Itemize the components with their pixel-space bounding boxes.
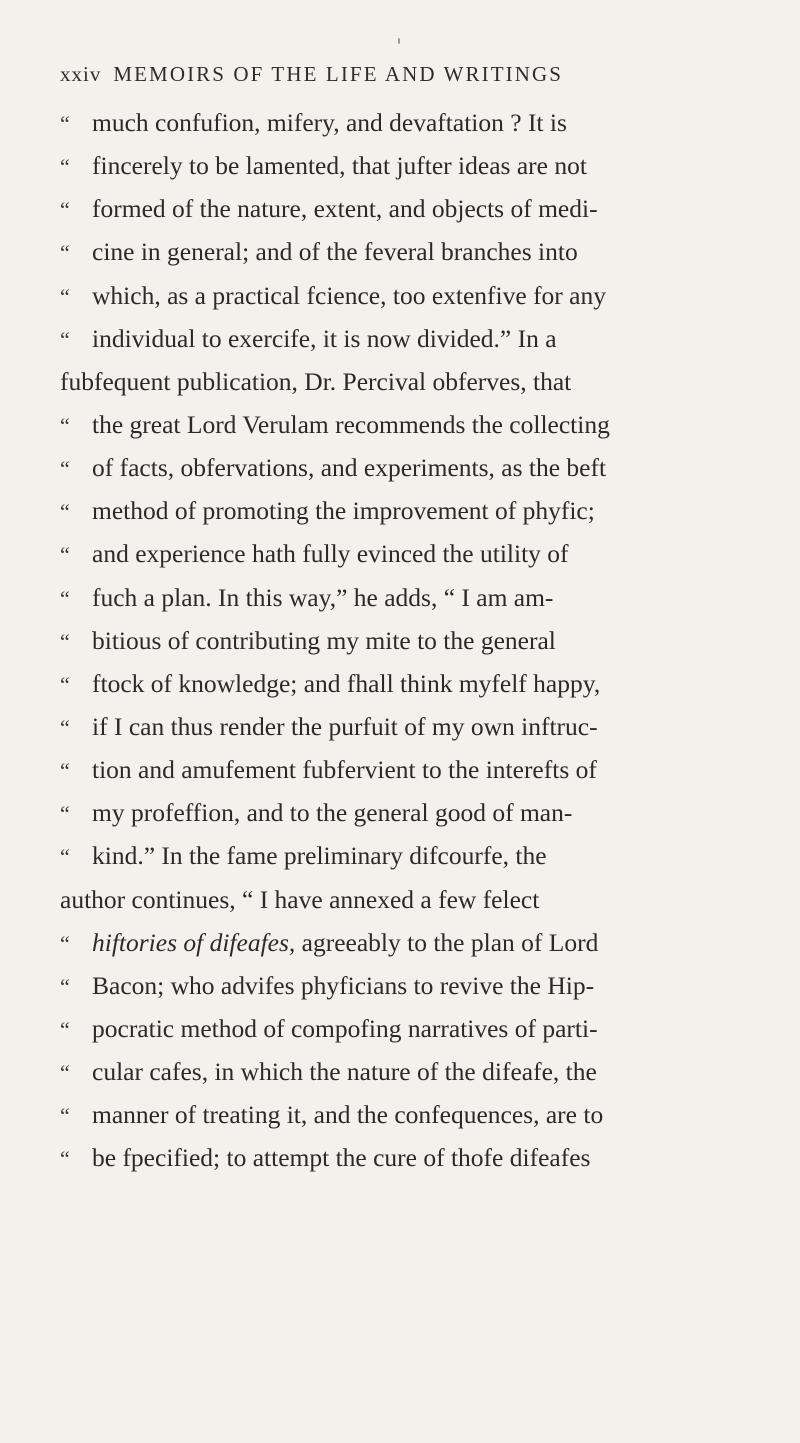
quote-mark: “ xyxy=(60,801,70,827)
line-text: of facts, obfervations, and experiments, as the beft xyxy=(92,453,607,483)
line-text: and experience hath fully evinced the utility of xyxy=(92,539,569,569)
quote-mark: “ xyxy=(60,714,70,740)
line-text: Bacon; who advifes phyficians to revive the Hip- xyxy=(92,970,595,1000)
text-line xyxy=(60,1007,760,1050)
line-text: fubfequent publication, Dr. Percival obferves, that xyxy=(60,366,572,396)
text-line xyxy=(60,446,760,489)
quote-mark: “ xyxy=(60,930,70,956)
quote-mark: “ xyxy=(60,628,70,654)
quote-mark: “ xyxy=(60,283,70,309)
line-text: individual to exercife, it is now divided.” In a xyxy=(92,323,557,353)
running-head xyxy=(60,62,750,87)
quote-mark: “ xyxy=(60,1016,70,1042)
text-line xyxy=(60,834,760,877)
text-line xyxy=(60,230,760,273)
line-text: method of promoting the improvement of phyfic; xyxy=(92,496,595,526)
text-line xyxy=(60,317,760,360)
text-line xyxy=(60,964,760,1007)
quote-mark: “ xyxy=(60,412,70,438)
text-line xyxy=(60,791,760,834)
quote-mark: “ xyxy=(60,456,70,482)
line-text: pocratic method of compofing narratives of parti- xyxy=(92,1013,598,1043)
line-text: kind.” In the fame preliminary difcourfe, the xyxy=(92,841,547,871)
text-line xyxy=(60,662,760,705)
line-text: my profeffion, and to the general good of man- xyxy=(92,798,573,828)
text-line xyxy=(60,101,760,144)
quote-mark: “ xyxy=(60,240,70,266)
line-text: cular cafes, in which the nature of the difeafe, the xyxy=(92,1057,597,1087)
line-text: if I can thus render the purfuit of my own inftruc- xyxy=(92,711,598,741)
text-line xyxy=(60,360,760,403)
text-line xyxy=(60,748,760,791)
text-line xyxy=(60,1093,760,1136)
running-title: MEMOIRS OF THE LIFE AND WRITINGS xyxy=(113,62,564,86)
line-text: fincerely to be lamented, that jufter ideas are not xyxy=(92,151,587,181)
quote-mark: “ xyxy=(60,1060,70,1086)
quote-mark: “ xyxy=(60,111,70,136)
text-line xyxy=(60,921,760,964)
text-line xyxy=(60,878,760,921)
text-line xyxy=(60,403,760,446)
text-line xyxy=(60,576,760,619)
quote-mark: “ xyxy=(60,844,70,870)
text-line xyxy=(60,1050,760,1093)
line-text: hiftories of difeafes, agreeably to the plan of Lord xyxy=(92,927,599,957)
line-text: the great Lord Verulam recommends the collecting xyxy=(92,409,610,439)
text-line xyxy=(60,187,760,230)
quote-mark: “ xyxy=(60,499,70,525)
text-line xyxy=(60,619,760,662)
quote-mark: “ xyxy=(60,973,70,999)
line-text: author continues, “ I have annexed a few felect xyxy=(60,884,540,914)
line-text: which, as a practical fcience, too extenfive for any xyxy=(92,280,606,310)
text-line xyxy=(60,274,760,317)
quote-mark: “ xyxy=(60,671,70,697)
quote-mark: “ xyxy=(60,542,70,568)
quote-mark: “ xyxy=(60,154,70,180)
text-line xyxy=(60,144,760,187)
line-text: formed of the nature, extent, and objects of medi- xyxy=(92,194,598,224)
quote-mark: “ xyxy=(60,326,70,352)
line-text: ftock of knowledge; and fhall think myfelf happy, xyxy=(92,668,601,698)
line-text: fuch a plan. In this way,” he adds, “ I am am- xyxy=(92,582,554,612)
line-text: cine in general; and of the feveral branches into xyxy=(92,237,578,267)
quote-mark: “ xyxy=(60,1103,70,1129)
line-text: tion and amufement fubfervient to the interefts of xyxy=(92,755,597,785)
line-text: bitious of contributing my mite to the general xyxy=(92,625,556,655)
quote-mark: “ xyxy=(60,758,70,784)
text-line xyxy=(60,532,760,575)
line-text: much confufion, mifery, and devaftation ? It is xyxy=(92,108,567,137)
quote-mark: “ xyxy=(60,585,70,611)
text-line xyxy=(60,705,760,748)
print-speck xyxy=(398,38,400,44)
text-line xyxy=(60,1136,760,1179)
text-line xyxy=(60,489,760,532)
page-number: xxiv xyxy=(60,62,102,86)
line-text: be fpecified; to attempt the cure of thofe difeafes xyxy=(92,1143,591,1173)
body-text xyxy=(60,101,760,1180)
line-text: manner of treating it, and the confequences, are to xyxy=(92,1100,604,1130)
quote-mark: “ xyxy=(60,197,70,223)
quote-mark: “ xyxy=(60,1146,70,1172)
